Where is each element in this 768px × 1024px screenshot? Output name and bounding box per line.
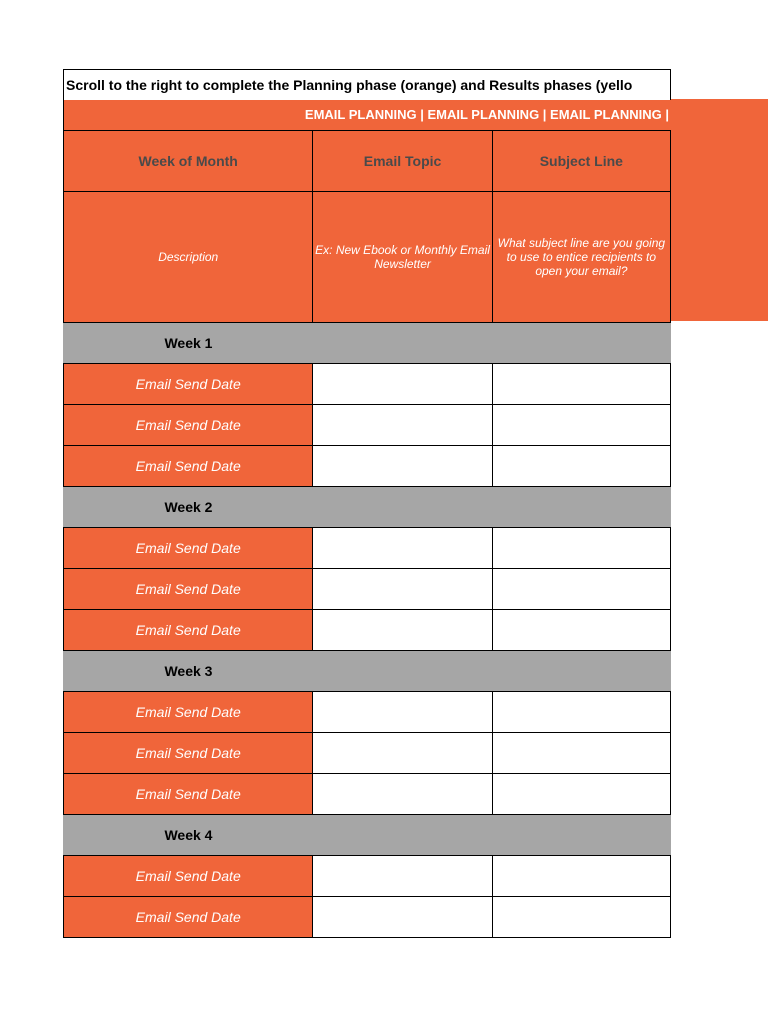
email-send-date-cell[interactable]: Email Send Date <box>64 405 313 446</box>
email-topic-cell[interactable] <box>313 897 492 938</box>
email-topic-cell[interactable] <box>313 692 492 733</box>
week-band-cell[interactable] <box>313 323 492 364</box>
email-send-date-cell[interactable]: Email Send Date <box>64 692 313 733</box>
week-header-row <box>64 651 671 692</box>
email-topic-cell[interactable] <box>313 528 492 569</box>
email-send-date-cell[interactable]: Email Send Date <box>64 897 313 938</box>
table-row <box>64 692 671 733</box>
email-topic-cell[interactable] <box>313 856 492 897</box>
email-topic-cell[interactable] <box>313 364 492 405</box>
week-label[interactable]: Week 2 <box>64 487 313 528</box>
subject-line-cell[interactable] <box>492 405 670 446</box>
table-row <box>64 569 671 610</box>
description-email-topic[interactable]: Ex: New Ebook or Monthly Email Newsletter <box>313 192 492 323</box>
table-row <box>64 364 671 405</box>
week-band-cell[interactable] <box>492 323 670 364</box>
email-topic-cell[interactable] <box>313 569 492 610</box>
email-send-date-cell[interactable]: Email Send Date <box>64 733 313 774</box>
email-send-date-cell[interactable]: Email Send Date <box>64 528 313 569</box>
subject-line-cell[interactable] <box>492 692 670 733</box>
email-send-date-cell[interactable]: Email Send Date <box>64 569 313 610</box>
table-row <box>64 856 671 897</box>
week-header-row <box>64 815 671 856</box>
table-row <box>64 528 671 569</box>
email-topic-cell[interactable] <box>313 610 492 651</box>
week-band-cell[interactable] <box>492 651 670 692</box>
week-band-cell[interactable] <box>492 487 670 528</box>
table-row <box>64 610 671 651</box>
subject-line-cell[interactable] <box>492 528 670 569</box>
week-band-cell[interactable] <box>313 651 492 692</box>
week-header-row <box>64 487 671 528</box>
sheet-title: Scroll to the right to complete the Planning phase (orange) and Results phases (yello <box>63 69 671 100</box>
week-band-cell[interactable] <box>492 815 670 856</box>
subject-line-cell[interactable] <box>492 733 670 774</box>
week-label[interactable]: Week 4 <box>64 815 313 856</box>
subject-line-cell[interactable] <box>492 856 670 897</box>
planning-header-overflow <box>671 99 768 321</box>
email-topic-cell[interactable] <box>313 446 492 487</box>
email-planning-sheet <box>63 69 671 938</box>
table-row <box>64 405 671 446</box>
header-row <box>64 131 671 192</box>
table-row <box>64 733 671 774</box>
week-band-cell[interactable] <box>313 487 492 528</box>
week-header-row <box>64 323 671 364</box>
description-week[interactable]: Description <box>64 192 313 323</box>
table-row <box>64 897 671 938</box>
subject-line-cell[interactable] <box>492 774 670 815</box>
week-label[interactable]: Week 3 <box>64 651 313 692</box>
email-send-date-cell[interactable]: Email Send Date <box>64 856 313 897</box>
email-topic-cell[interactable] <box>313 733 492 774</box>
description-subject-line[interactable]: What subject line are you going to use to entice recipients to open your email? <box>492 192 670 323</box>
description-row <box>64 192 671 323</box>
email-send-date-cell[interactable]: Email Send Date <box>64 610 313 651</box>
email-topic-cell[interactable] <box>313 405 492 446</box>
subject-line-cell[interactable] <box>492 364 670 405</box>
header-subject-line[interactable]: Subject Line <box>492 131 670 192</box>
header-email-topic[interactable]: Email Topic <box>313 131 492 192</box>
email-send-date-cell[interactable]: Email Send Date <box>64 446 313 487</box>
subject-line-cell[interactable] <box>492 446 670 487</box>
planning-table <box>63 130 671 938</box>
week-label[interactable]: Week 1 <box>64 323 313 364</box>
table-row <box>64 446 671 487</box>
subject-line-cell[interactable] <box>492 897 670 938</box>
subject-line-cell[interactable] <box>492 569 670 610</box>
email-topic-cell[interactable] <box>313 774 492 815</box>
subject-line-cell[interactable] <box>492 610 670 651</box>
email-send-date-cell[interactable]: Email Send Date <box>64 774 313 815</box>
table-row <box>64 774 671 815</box>
week-band-cell[interactable] <box>313 815 492 856</box>
header-week-of-month[interactable]: Week of Month <box>64 131 313 192</box>
email-send-date-cell[interactable]: Email Send Date <box>64 364 313 405</box>
planning-banner: EMAIL PLANNING | EMAIL PLANNING | EMAIL PLANNING | <box>63 100 671 130</box>
